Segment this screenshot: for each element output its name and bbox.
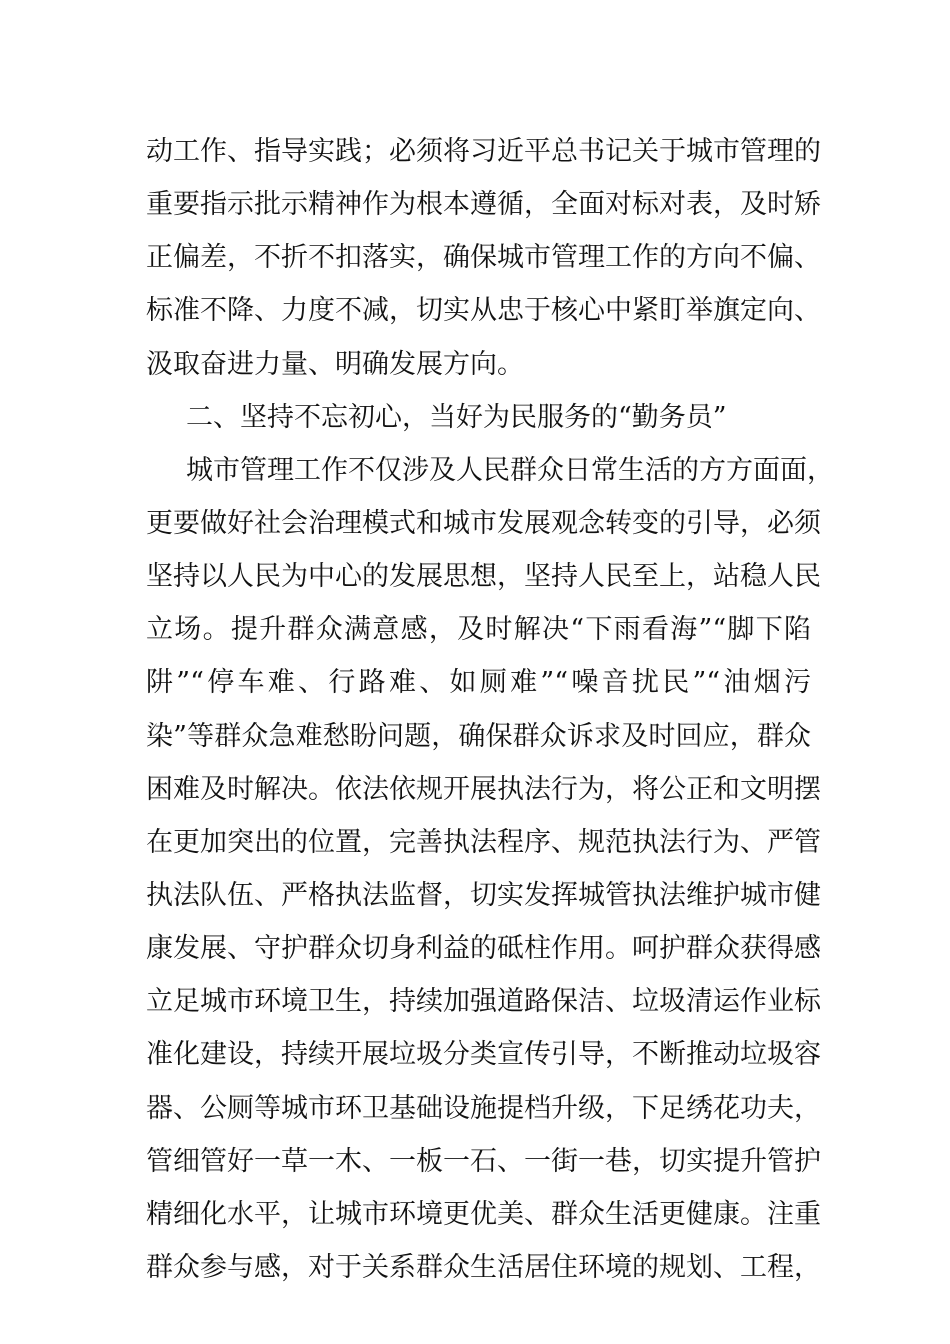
text-line: 困难及时解决。依法依规开展执法行为，将公正和文明摆 <box>146 773 821 805</box>
text-line: 群众参与感，对于关系群众生活居住环境的规划、工程， <box>146 1251 821 1283</box>
section-heading: 二、坚持不忘初心，当好为民服务的“勤务员” <box>186 401 727 433</box>
text-line: 汲取奋进力量、明确发展方向。 <box>146 348 524 380</box>
text-line: 精细化水平，让城市环境更优美、群众生活更健康。注重 <box>146 1198 821 1230</box>
text-line: 更要做好社会治理模式和城市发展观念转变的引导，必须 <box>146 507 821 539</box>
text-line: 阱”“停车难、行路难、如厕难”“噪音扰民”“油烟污 <box>146 667 811 699</box>
text-line: 管细管好一草一木、一板一石、一街一巷，切实提升管护 <box>146 1145 821 1177</box>
body-text <box>146 125 834 1294</box>
text-line: 在更加突出的位置，完善执法程序、规范执法行为、严管 <box>146 826 821 858</box>
text-line: 器、公厕等城市环卫基础设施提档升级，下足绣花功夫， <box>146 1092 821 1124</box>
text-line: 康发展、守护群众切身利益的砥柱作用。呵护群众获得感 <box>146 933 821 965</box>
text-line: 立场。提升群众满意感，及时解决“下雨看海”“脚下陷 <box>146 614 811 646</box>
text-line: 坚持以人民为中心的发展思想，坚持人民至上，站稳人民 <box>146 561 821 593</box>
text-line: 城市管理工作不仅涉及人民群众日常生活的方方面面， <box>186 454 834 486</box>
text-line: 标准不降、力度不减，切实从忠于核心中紧盯举旗定向、 <box>146 295 821 327</box>
text-line: 正偏差，不折不扣落实，确保城市管理工作的方向不偏、 <box>146 242 821 274</box>
text-line: 重要指示批示精神作为根本遵循，全面对标对表，及时矫 <box>146 189 821 221</box>
text-line: 准化建设，持续开展垃圾分类宣传引导，不断推动垃圾容 <box>146 1039 821 1071</box>
text-line: 立足城市环境卫生，持续加强道路保洁、垃圾清运作业标 <box>146 986 821 1018</box>
text-line: 染”等群众急难愁盼问题，确保群众诉求及时回应，群众 <box>146 720 811 752</box>
text-line: 执法队伍、严格执法监督，切实发挥城管执法维护城市健 <box>146 879 821 911</box>
text-line: 动工作、指导实践；必须将习近平总书记关于城市管理的 <box>146 136 821 167</box>
